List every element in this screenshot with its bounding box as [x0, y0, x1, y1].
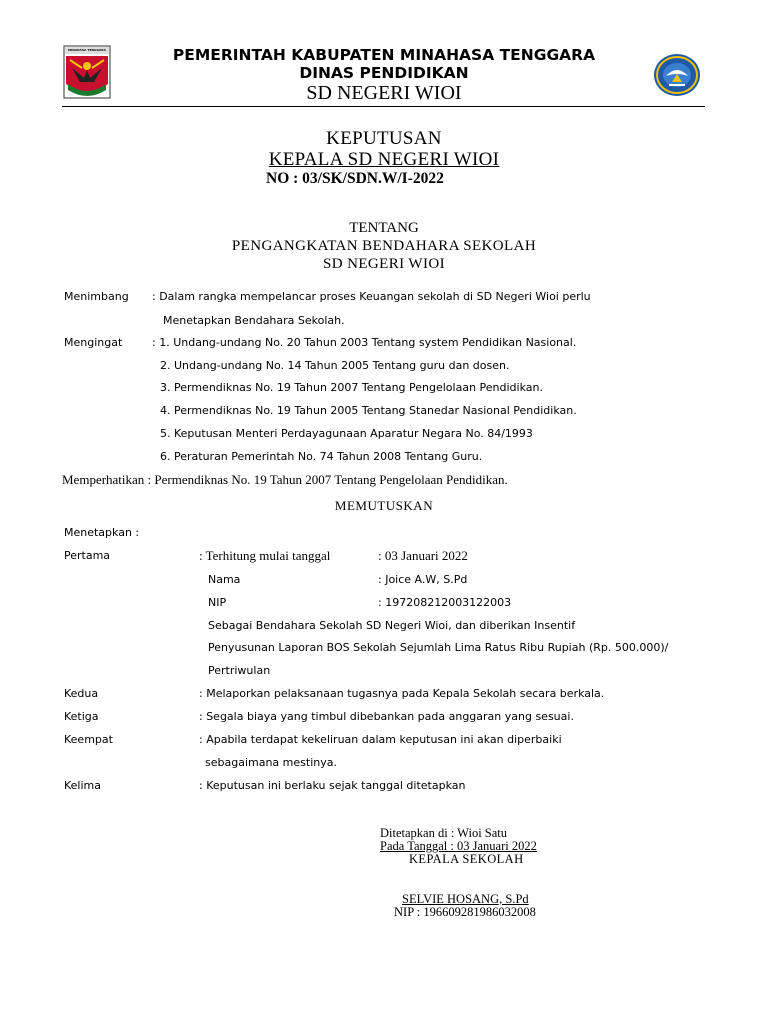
signature-place: Ditetapkan di : Wioi Satu — [380, 826, 508, 840]
first-name-value: : Joice A.W, S.Pd — [378, 573, 468, 586]
remembering-item-5: 5. Keputusan Menteri Perdayagunaan Aparatur Negara No. 84/1993 — [160, 427, 533, 440]
first-nip-value: : 197208212003122003 — [378, 596, 512, 609]
first-name-label: Nama — [208, 573, 241, 586]
remembering-item-4: 4. Permendiknas No. 19 Tahun 2005 Tentang Stanedar Nasional Pendidikan. — [160, 404, 577, 417]
remembering-item-3: 3. Permendiknas No. 19 Tahun 2007 Tentang Pengelolaan Pendidikan. — [160, 381, 543, 394]
signature-position: KEPALA SEKOLAH — [409, 852, 524, 866]
decree-issuer: KEPALA SD NEGERI WIOI — [268, 149, 500, 170]
remembering-item-1: : 1. Undang-undang No. 20 Tahun 2003 Tentang system Pendidikan Nasional. — [152, 336, 577, 349]
signature-name: SELVIE HOSANG, S.Pd — [402, 892, 529, 906]
third-label: Ketiga — [64, 710, 99, 723]
about-heading: TENTANG — [349, 220, 419, 236]
second-text: : Melaporkan pelaksanaan tugasnya pada Kepala Sekolah secara berkala. — [199, 687, 605, 700]
first-date-value: : 03 Januari 2022 — [378, 548, 468, 563]
fourth-label: Keempat — [64, 733, 113, 746]
considering-line-2: Menetapkan Bendahara Sekolah. — [163, 314, 345, 327]
establish-label: Menetapkan : — [64, 526, 140, 539]
signature-date: Pada Tanggal : 03 Januari 2022 — [380, 839, 537, 853]
decree-number: NO : 03/SK/SDN.W/I-2022 — [266, 170, 444, 187]
signature-nip: NIP : 196609281986032008 — [394, 905, 536, 919]
letterhead-department: DINAS PENDIDIKAN — [299, 64, 469, 82]
subject-line-2: SD NEGERI WIOI — [323, 256, 445, 272]
fifth-text: : Keputusan ini berlaku sejak tanggal ditetapkan — [199, 779, 466, 792]
second-label: Kedua — [64, 687, 99, 700]
first-date-label: : Terhitung mulai tanggal — [199, 548, 331, 563]
decide-heading: MEMUTUSKAN — [334, 498, 434, 513]
remembering-item-2: 2. Undang-undang No. 14 Tahun 2005 Tentang guru dan dosen. — [160, 359, 510, 372]
remembering-item-6: 6. Peraturan Pemerintah No. 74 Tahun 2008 Tentang Guru. — [160, 450, 483, 463]
remembering-label: Mengingat — [64, 336, 123, 349]
letterhead-government: PEMERINTAH KABUPATEN MINAHASA TENGGARA — [172, 46, 596, 64]
decree-title: KEPUTUSAN — [326, 128, 442, 149]
fourth-text-2: sebagaimana mestinya. — [205, 756, 337, 769]
first-desc-1: Sebagai Bendahara Sekolah SD Negeri Wioi, dan diberikan Insentif — [208, 619, 576, 632]
first-desc-3: Pertriwulan — [208, 664, 271, 677]
first-desc-2: Penyusunan Laporan BOS Sekolah Sejumlah Lima Ratus Ribu Rupiah (Rp. 500.000)/ — [208, 641, 669, 654]
considering-line-1: : Dalam rangka mempelancar proses Keuangan sekolah di SD Negeri Wioi perlu — [152, 290, 591, 303]
subject-line-1: PENGANGKATAN BENDAHARA SEKOLAH — [231, 238, 537, 254]
letterhead-divider — [62, 106, 705, 107]
fifth-label: Kelima — [64, 779, 102, 792]
regency-emblem-text: MINAHASA TENGGARA — [68, 48, 106, 52]
first-label: Pertama — [64, 549, 111, 562]
fourth-text-1: : Apabila terdapat kekeliruan dalam keputusan ini akan diperbaiki — [199, 733, 562, 746]
noting-line: Memperhatikan : Permendiknas No. 19 Tahun 2007 Tentang Pengelolaan Pendidikan. — [62, 472, 508, 487]
first-nip-label: NIP — [208, 596, 227, 609]
letterhead-school: SD NEGERI WIOI — [306, 82, 462, 104]
third-text: : Segala biaya yang timbul dibebankan pada anggaran yang sesuai. — [199, 710, 574, 723]
considering-label: Menimbang — [64, 290, 129, 303]
